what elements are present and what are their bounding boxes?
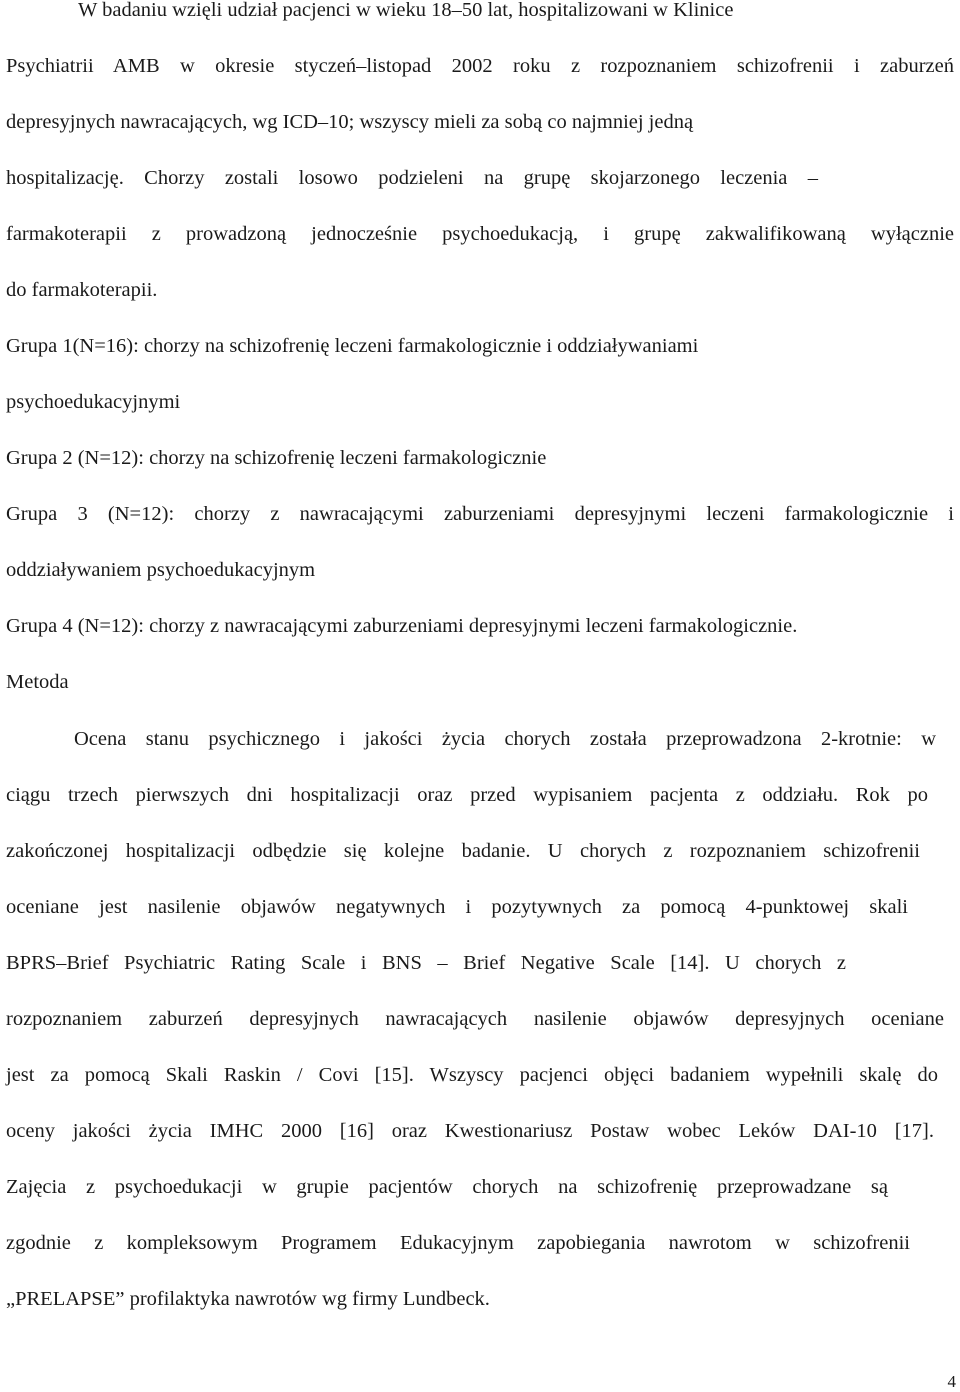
text-line-9: Grupa 2 (N=12): chorzy na schizofrenię leczeni farmakologicznie xyxy=(6,447,547,469)
text-line-6: do farmakoterapii. xyxy=(6,279,158,301)
text-line-14: Ocena stanu psychicznego i jakości życia chorych została przeprowadzona 2-krotnie: w xyxy=(74,728,936,750)
text-line-20: jest za pomocą Skali Raskin / Covi [15]. Wszyscy pacjenci objęci badaniem wypełnili skalę do xyxy=(6,1064,938,1086)
text-line-5: farmakoterapii z prowadzoną jednocześnie psychoedukacją, i grupę zakwalifikowaną wyłącznie xyxy=(6,223,954,245)
text-line-12: Grupa 4 (N=12): chorzy z nawracającymi zaburzeniami depresyjnymi leczeni farmakologicznie. xyxy=(6,615,798,637)
text-line-24: „PRELAPSE” profilaktyka nawrotów wg firmy Lundbeck. xyxy=(6,1288,490,1310)
text-line-19: rozpoznaniem zaburzeń depresyjnych nawracających nasilenie objawów depresyjnych oceniane xyxy=(6,1008,944,1030)
text-line-11: oddziaływaniem psychoedukacyjnym xyxy=(6,559,316,581)
section-heading-metoda: Metoda xyxy=(6,671,69,693)
text-line-17: oceniane jest nasilenie objawów negatywnych i pozytywnych za pomocą 4-punktowej skali xyxy=(6,896,908,918)
text-line-4: hospitalizację. Chorzy zostali losowo podzieleni na grupę skojarzonego leczenia – xyxy=(6,167,818,189)
text-line-15: ciągu trzech pierwszych dni hospitalizacji oraz przed wypisaniem pacjenta z oddziału. Rok po xyxy=(6,784,928,806)
text-line-10: Grupa 3 (N=12): chorzy z nawracającymi zaburzeniami depresyjnymi leczeni farmakologicznie i xyxy=(6,503,954,525)
text-line-2: Psychiatrii AMB w okresie styczeń–listopad 2002 roku z rozpoznaniem schizofrenii i zaburzeń xyxy=(6,55,954,77)
text-line-23: zgodnie z kompleksowym Programem Edukacyjnym zapobiegania nawrotom w schizofrenii xyxy=(6,1232,910,1254)
text-line-21: oceny jakości życia IMHC 2000 [16] oraz Kwestionariusz Postaw wobec Leków DAI-10 [17]. xyxy=(6,1120,934,1142)
text-line-7: Grupa 1(N=16): chorzy na schizofrenię leczeni farmakologicznie i oddziaływaniami xyxy=(6,335,699,357)
text-line-3: depresyjnych nawracających, wg ICD–10; wszyscy mieli za sobą co najmniej jedną xyxy=(6,111,694,133)
text-line-8: psychoedukacyjnymi xyxy=(6,391,181,413)
text-line-1: W badaniu wzięli udział pacjenci w wieku 18–50 lat, hospitalizowani w Klinice xyxy=(78,0,734,21)
text-line-16: zakończonej hospitalizacji odbędzie się kolejne badanie. U chorych z rozpoznaniem schizofrenii xyxy=(6,840,920,862)
page-number: 4 xyxy=(947,1372,956,1391)
text-line-22: Zajęcia z psychoedukacji w grupie pacjentów chorych na schizofrenię przeprowadzane są xyxy=(6,1176,888,1198)
text-line-18: BPRS–Brief Psychiatric Rating Scale i BNS – Brief Negative Scale [14]. U chorych z xyxy=(6,952,846,974)
